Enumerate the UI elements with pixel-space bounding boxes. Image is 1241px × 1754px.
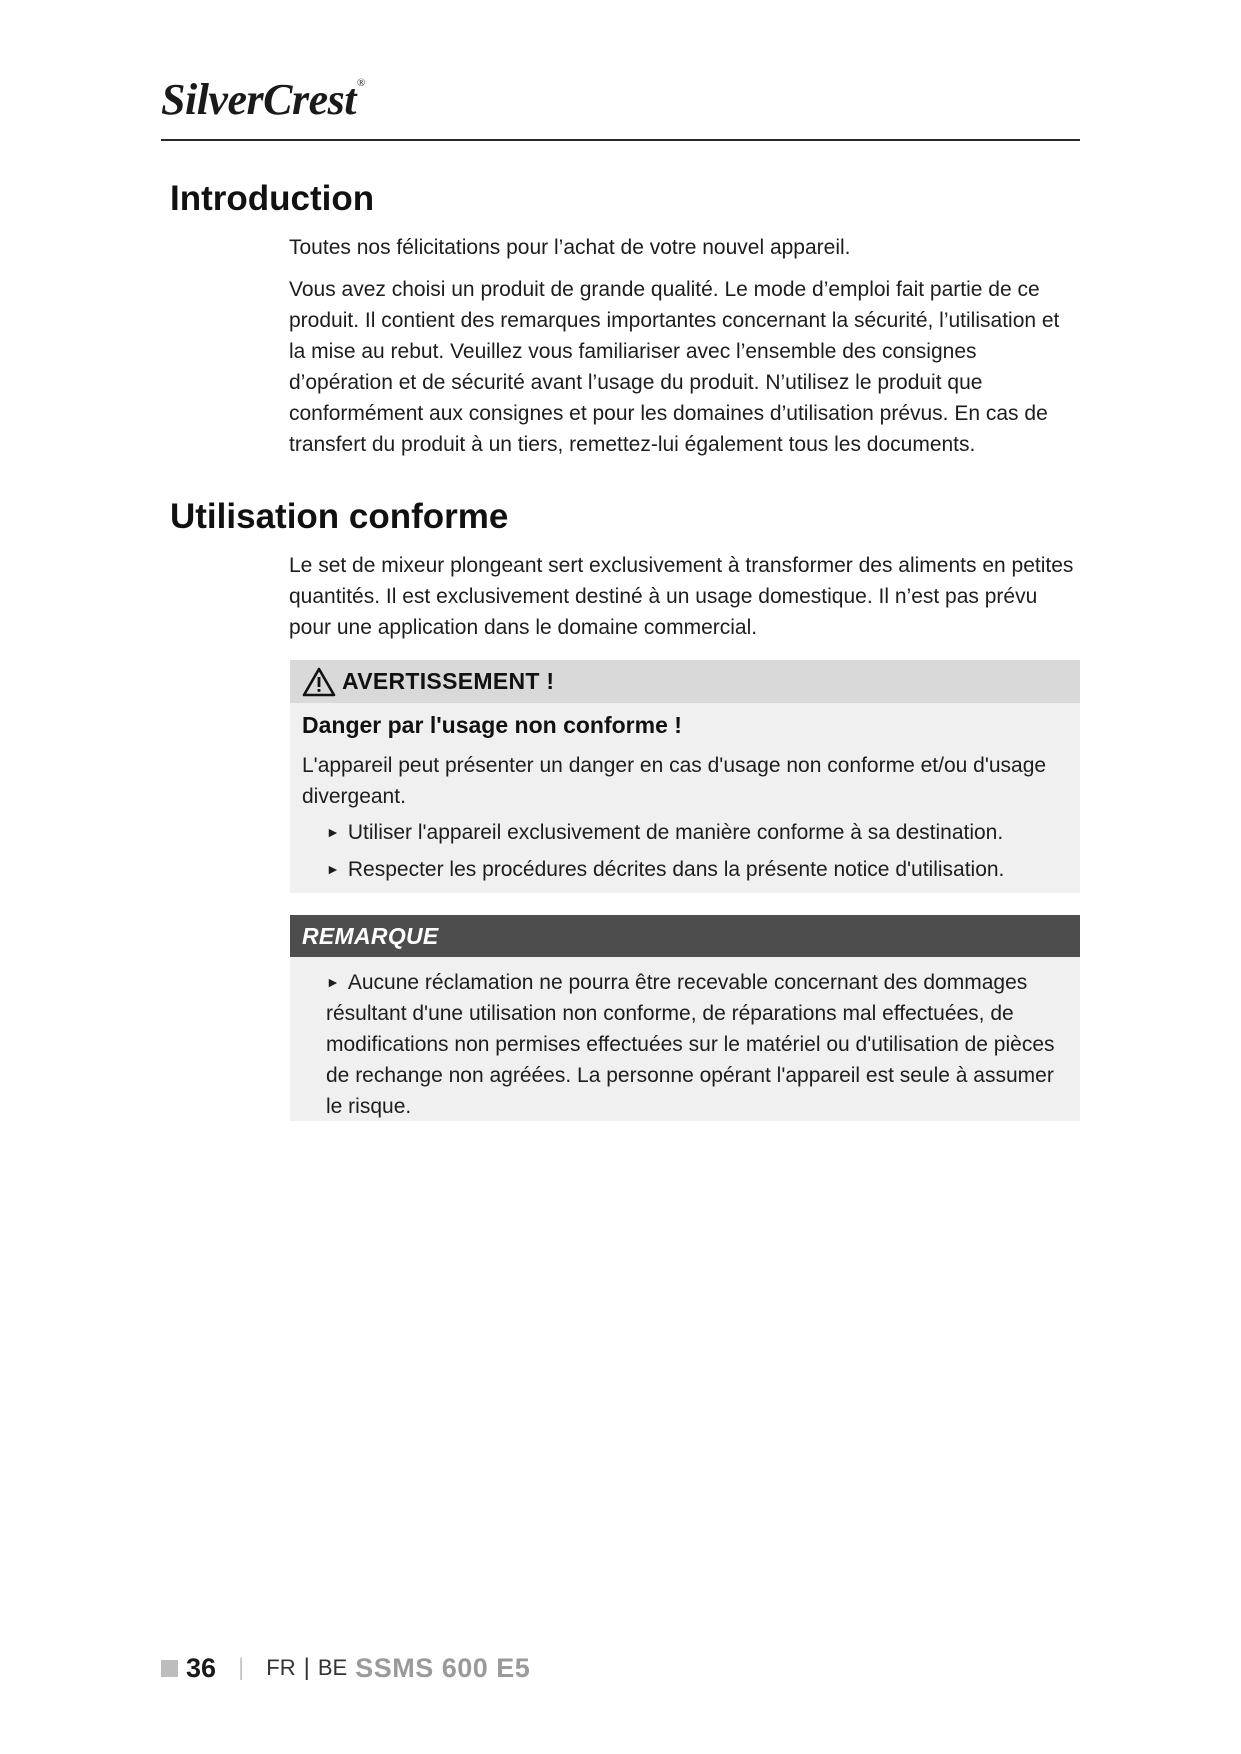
registered-mark: ® [356, 77, 365, 89]
header-divider [161, 139, 1080, 141]
footer-country: BE [317, 1655, 348, 1680]
section-title-introduction: Introduction [170, 179, 375, 218]
warning-bullet-text: Respecter les procédures décrites dans la présente notice d'utilisation. [347, 858, 1005, 881]
bullet-arrow-icon: ► [326, 974, 340, 990]
footer-divider: | [238, 1654, 245, 1681]
section-title-utilisation: Utilisation conforme [170, 497, 509, 536]
page-number: 36 [186, 1652, 217, 1683]
note-label: REMARQUE [302, 922, 439, 949]
warning-bullet [326, 821, 1003, 845]
utilisation-paragraph: Le set de mixeur plongeant sert exclusivement à transformer des aliments en petites quantités. Il est exclusivement destiné à un usage domestique. Il n’est pas prévu pour une application dans le domaine commercial. [289, 554, 1074, 639]
page-footer [161, 1650, 530, 1686]
note-bullet [326, 967, 1066, 1122]
bullet-arrow-icon: ► [326, 824, 340, 840]
brand-name: SilverCrest [161, 75, 356, 124]
note-bullet-text: Aucune réclamation ne pourra être recevable concernant des dommages résultant d'une utilisation non conforme, de réparations mal effectuées, de modifications non permises effectuées sur le matériel ou d'utilisation de pièces de rechange non agréées. La personne opérant l'appareil est seule à assumer le risque. [326, 971, 1055, 1118]
footer-language: FR [266, 1655, 296, 1680]
intro-paragraph-2: Vous avez choisi un produit de grande qualité. Le mode d’emploi fait partie de ce produit. Il contient des remarques importantes concernant la sécurité, l’utilisation et la mise au rebut. Veuillez vous familiariser avec l’ensemble des consignes d’opération et de sécurité avant l’usage du produit. N’utilisez le produit que conformément aux consignes et pour les domaines d’utilisation prévus. En cas de transfert du produit à un tiers, remettez-lui également tous les documents. [289, 278, 1060, 456]
warning-bullet-text: Utiliser l'appareil exclusivement de manière conforme à sa destination. [347, 821, 1004, 844]
note-header [290, 915, 1080, 957]
warning-bullet [326, 858, 1004, 882]
brand-logo [161, 75, 365, 124]
footer-model: SSMS 600 E5 [355, 1652, 531, 1683]
intro-paragraph-1: Toutes nos félicitations pour l’achat de votre nouvel appareil. [289, 236, 851, 259]
warning-subtitle: Danger par l'usage non conforme ! [302, 712, 682, 738]
footer-square-icon [161, 1660, 178, 1677]
warning-header [290, 660, 1080, 703]
note-box [290, 915, 1080, 1121]
warning-triangle-icon [302, 667, 336, 697]
warning-description: L'appareil peut présenter un danger en cas d'usage non conforme et/ou d'usage divergeant. [302, 754, 1047, 808]
footer-divider: | [303, 1654, 310, 1681]
warning-label: AVERTISSEMENT ! [342, 668, 555, 694]
bullet-arrow-icon: ► [326, 861, 340, 877]
